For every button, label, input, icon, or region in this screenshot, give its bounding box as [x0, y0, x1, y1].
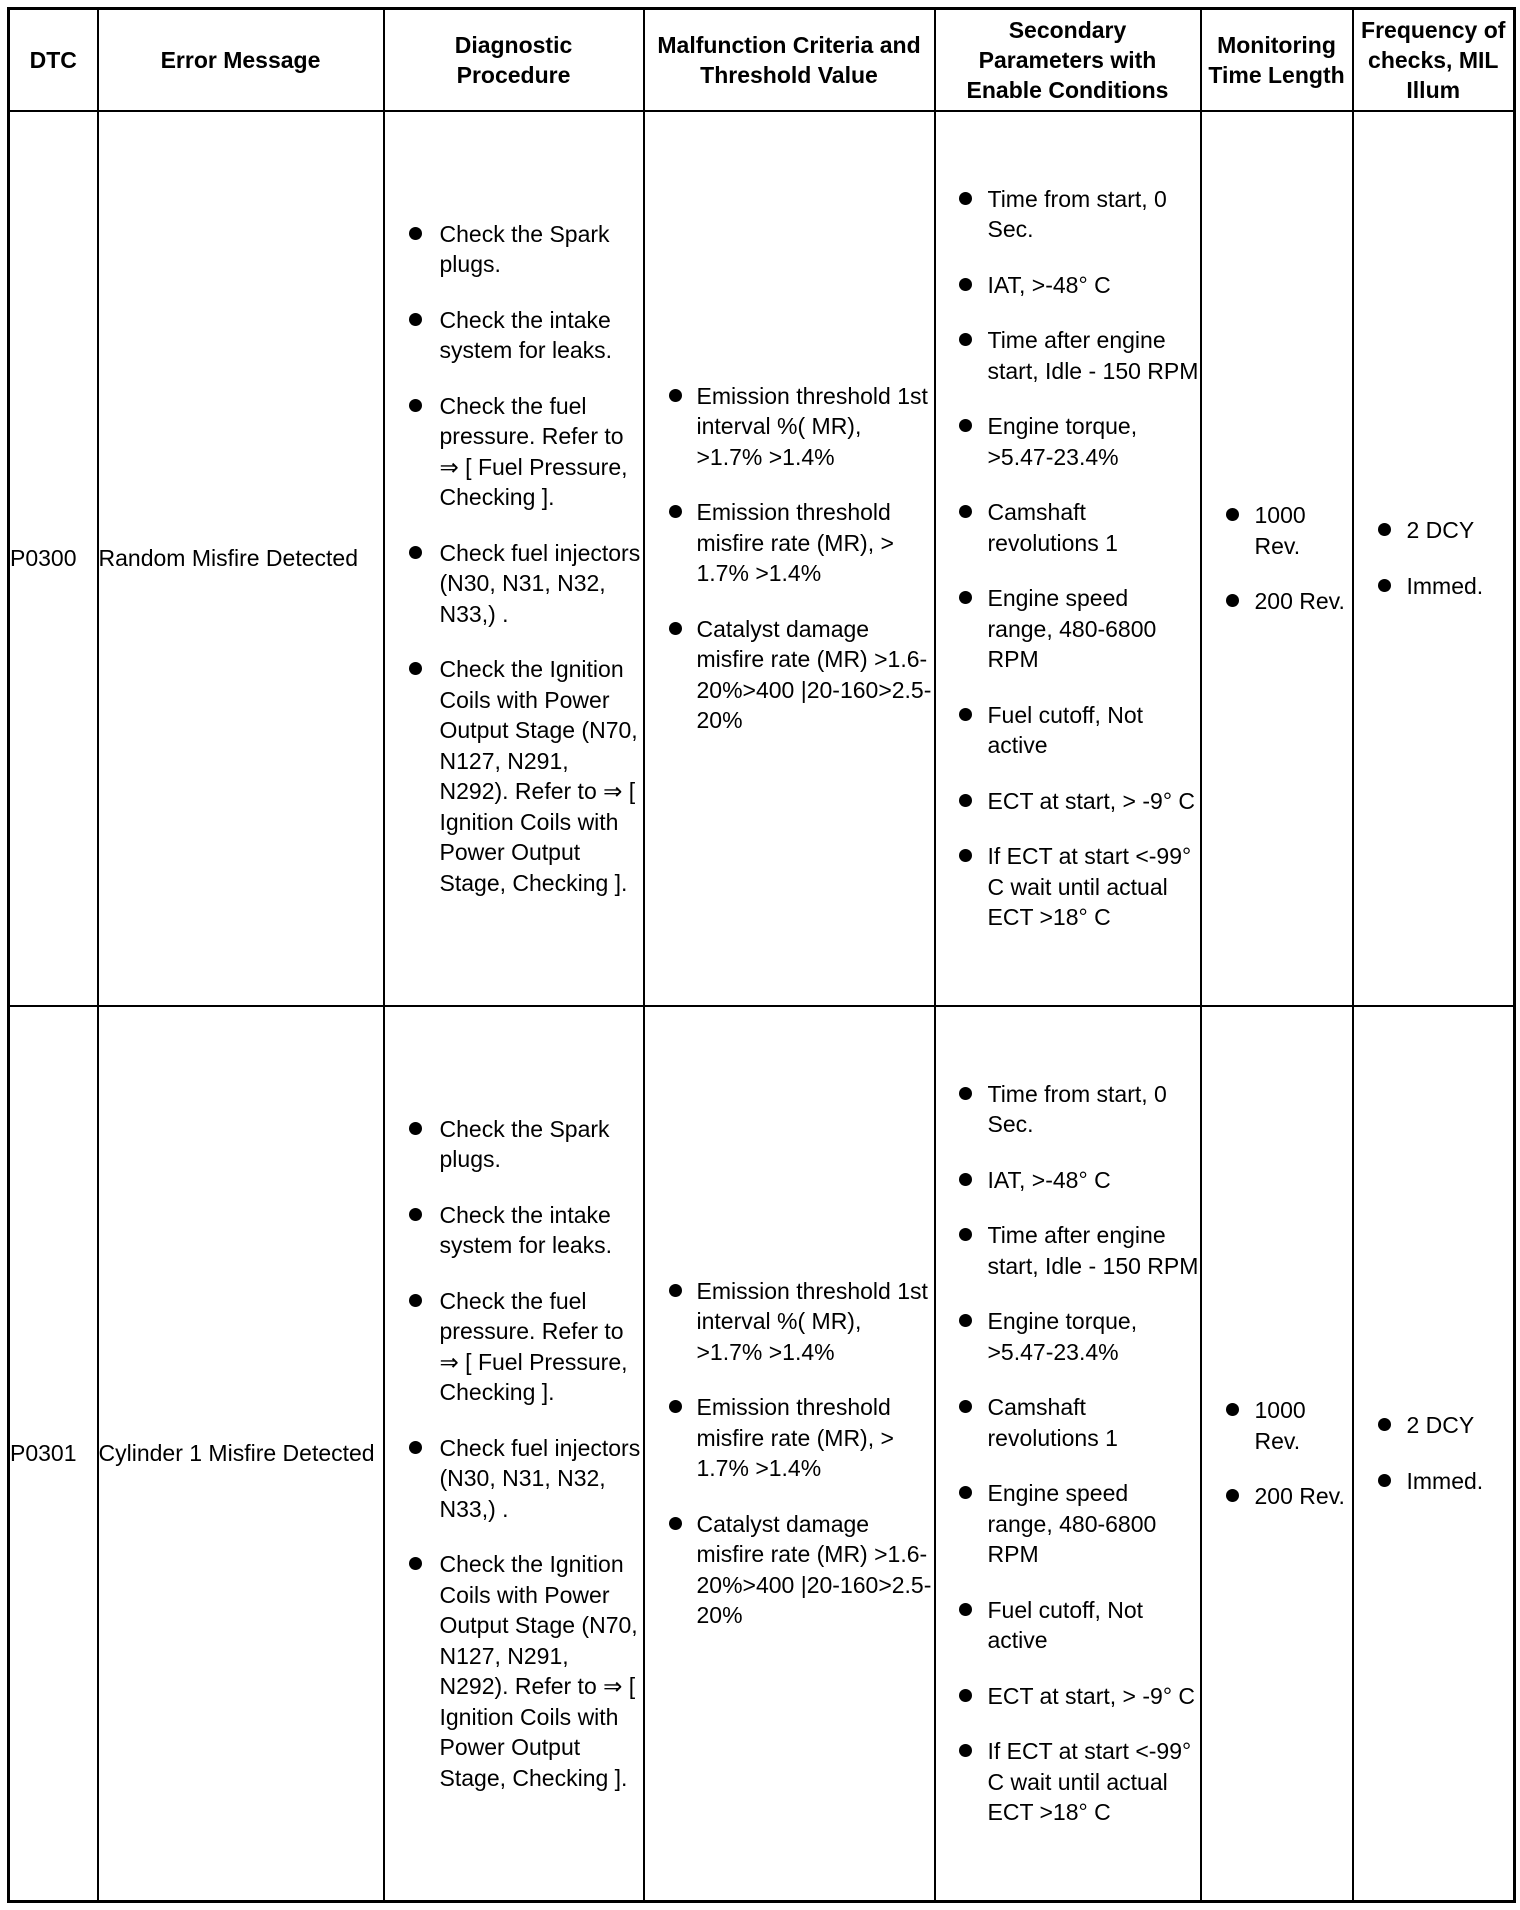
bullet-icon — [959, 333, 972, 346]
malfunction-criteria — [644, 1006, 935, 1902]
list-item-text: Time after engine start, Idle - 150 RPM — [987, 1222, 1199, 1279]
bullet-icon — [959, 1173, 972, 1186]
malfunction-criteria — [644, 111, 935, 1006]
monitoring-list — [1202, 1395, 1352, 1512]
list-item-text: Time from start, 0 Sec. — [987, 185, 1167, 243]
dtc-table — [7, 7, 1516, 1903]
bullet-icon — [1226, 594, 1239, 607]
list-item-text: 1000 Rev. — [1254, 1397, 1306, 1454]
header-error-message: Error Message — [98, 9, 384, 112]
bullet-icon — [959, 505, 972, 518]
header-dtc: DTC — [9, 9, 98, 112]
monitoring-time — [1201, 1006, 1353, 1902]
list-item-text: If ECT at start <-99° C wait until actual ECT >18° C — [987, 1738, 1192, 1826]
bullet-icon — [669, 505, 682, 518]
bullet-icon — [959, 1314, 972, 1327]
list-item-text: Emission threshold misfire rate (MR), > 1.7% >1.4% — [696, 499, 894, 587]
table-body — [9, 111, 1515, 1902]
error-message: Random Misfire Detected — [98, 111, 384, 1006]
monitoring-list — [1202, 500, 1352, 617]
error-message: Cylinder 1 Misfire Detected — [98, 1006, 384, 1902]
list-item — [1354, 1410, 1514, 1441]
bullet-icon — [959, 591, 972, 604]
list-item — [645, 497, 934, 589]
list-item — [936, 1392, 1200, 1453]
bullet-icon — [1378, 579, 1391, 592]
list-item-text: Check the Spark plugs. — [439, 220, 610, 278]
secondary-parameters — [935, 1006, 1201, 1902]
list-item — [936, 184, 1200, 245]
list-item-text: 2 DCY — [1406, 517, 1475, 544]
bullet-icon — [1378, 1418, 1391, 1431]
bullet-icon — [959, 794, 972, 807]
bullet-icon — [669, 1400, 682, 1413]
list-item — [385, 1200, 643, 1261]
bullet-icon — [409, 1122, 422, 1135]
bullet-icon — [959, 1744, 972, 1757]
list-item-text: Check the intake system for leaks. — [439, 306, 613, 364]
list-item — [1354, 571, 1514, 602]
list-item — [936, 1306, 1200, 1367]
procedure-list — [385, 1114, 643, 1794]
header-frequency: Frequency of checks, MIL Illum — [1353, 9, 1515, 112]
list-item — [936, 270, 1200, 301]
list-item-text: Catalyst damage misfire rate (MR) >1.6-20%>400 |20-160>2.5-20% — [696, 1510, 932, 1629]
list-item — [936, 497, 1200, 558]
list-item-text: 200 Rev. — [1254, 588, 1345, 615]
criteria-list — [645, 1276, 934, 1631]
bullet-icon — [959, 708, 972, 721]
list-item-text: Check fuel injectors (N30, N31, N32, N33,) . — [439, 539, 641, 627]
list-item — [936, 583, 1200, 675]
list-item-text: Catalyst damage misfire rate (MR) >1.6-20%>400 |20-160>2.5-20% — [696, 615, 932, 734]
list-item-text: Check the Ignition Coils with Power Output Stage (N70, N127, N291, N292). Refer to ⇒ [ Ignition Coils with Power Output Stage, Checking ]. — [439, 656, 638, 896]
dtc-code: P0300 — [9, 111, 98, 1006]
list-item — [385, 391, 643, 513]
list-item-text: Camshaft revolutions 1 — [987, 1394, 1118, 1451]
frequency — [1353, 111, 1515, 1006]
list-item-text: Check fuel injectors (N30, N31, N32, N33,) . — [439, 1434, 641, 1522]
secondary-list — [936, 184, 1200, 933]
list-item — [936, 1478, 1200, 1570]
header-monitoring-time: Monitoring Time Length — [1201, 9, 1353, 112]
list-item — [645, 614, 934, 736]
bullet-icon — [959, 1603, 972, 1616]
bullet-icon — [959, 1400, 972, 1413]
list-item — [385, 1433, 643, 1525]
monitoring-time — [1201, 111, 1353, 1006]
diagnostic-procedure — [384, 111, 644, 1006]
bullet-icon — [1378, 523, 1391, 536]
bullet-icon — [1226, 1403, 1239, 1416]
list-item-text: Immed. — [1406, 572, 1484, 599]
frequency-list — [1354, 1410, 1514, 1496]
list-item-text: 2 DCY — [1406, 1412, 1475, 1439]
list-item — [936, 700, 1200, 761]
list-item — [645, 1276, 934, 1368]
bullet-icon — [409, 1441, 422, 1454]
list-item — [645, 1509, 934, 1631]
list-item-text: Time from start, 0 Sec. — [987, 1080, 1167, 1138]
list-item-text: Check the intake system for leaks. — [439, 1201, 613, 1259]
list-item-text: Check the fuel pressure. Refer to ⇒ [ Fuel Pressure, Checking ]. — [439, 1287, 628, 1406]
list-item — [1202, 1395, 1352, 1456]
list-item-text: Engine torque, >5.47-23.4% — [987, 1308, 1138, 1365]
list-item — [936, 1736, 1200, 1828]
procedure-list — [385, 219, 643, 899]
list-item — [385, 1114, 643, 1175]
list-item-text: IAT, >-48° C — [987, 271, 1111, 298]
bullet-icon — [409, 313, 422, 326]
list-item — [936, 786, 1200, 817]
header-malfunction-criteria: Malfunction Criteria and Threshold Value — [644, 9, 935, 112]
list-item-text: Emission threshold 1st interval %( MR), >1.7% >1.4% — [696, 1277, 928, 1365]
list-item — [385, 538, 643, 630]
list-item-text: IAT, >-48° C — [987, 1166, 1111, 1193]
bullet-icon — [409, 1294, 422, 1307]
list-item — [936, 411, 1200, 472]
list-item-text: Engine speed range, 480-6800 RPM — [987, 585, 1157, 673]
bullet-icon — [409, 1557, 422, 1570]
secondary-list — [936, 1079, 1200, 1828]
bullet-icon — [409, 1208, 422, 1221]
header-row — [9, 9, 1515, 112]
list-item-text: Emission threshold misfire rate (MR), > 1.7% >1.4% — [696, 1394, 894, 1482]
frequency-list — [1354, 515, 1514, 601]
table-row — [9, 1006, 1515, 1902]
list-item-text: Engine torque, >5.47-23.4% — [987, 413, 1138, 470]
list-item — [1354, 1466, 1514, 1497]
list-item-text: Time after engine start, Idle - 150 RPM — [987, 327, 1199, 384]
bullet-icon — [409, 546, 422, 559]
list-item — [385, 305, 643, 366]
list-item-text: Emission threshold 1st interval %( MR), >1.7% >1.4% — [696, 382, 928, 470]
frequency — [1353, 1006, 1515, 1902]
list-item-text: ECT at start, > -9° C — [987, 1682, 1196, 1709]
bullet-icon — [959, 1486, 972, 1499]
bullet-icon — [669, 1284, 682, 1297]
list-item — [936, 1220, 1200, 1281]
list-item-text: 200 Rev. — [1254, 1483, 1345, 1510]
bullet-icon — [409, 227, 422, 240]
diagnostic-procedure — [384, 1006, 644, 1902]
list-item-text: Check the fuel pressure. Refer to ⇒ [ Fuel Pressure, Checking ]. — [439, 392, 628, 511]
bullet-icon — [959, 1228, 972, 1241]
list-item — [385, 654, 643, 898]
table-row — [9, 111, 1515, 1006]
header-diagnostic-procedure: Diagnostic Procedure — [384, 9, 644, 112]
bullet-icon — [959, 419, 972, 432]
bullet-icon — [669, 622, 682, 635]
list-item — [385, 1549, 643, 1793]
dtc-code: P0301 — [9, 1006, 98, 1902]
list-item-text: ECT at start, > -9° C — [987, 787, 1196, 814]
bullet-icon — [409, 399, 422, 412]
bullet-icon — [959, 278, 972, 291]
criteria-list — [645, 381, 934, 736]
bullet-icon — [669, 1517, 682, 1530]
list-item — [936, 1681, 1200, 1712]
list-item-text: 1000 Rev. — [1254, 502, 1306, 559]
list-item — [1354, 515, 1514, 546]
bullet-icon — [959, 849, 972, 862]
list-item — [1202, 1481, 1352, 1512]
list-item — [936, 1165, 1200, 1196]
list-item — [936, 1595, 1200, 1656]
list-item — [1202, 500, 1352, 561]
list-item-text: Fuel cutoff, Not active — [987, 701, 1144, 759]
bullet-icon — [1226, 1489, 1239, 1502]
list-item — [385, 1286, 643, 1408]
list-item — [936, 841, 1200, 933]
list-item — [645, 1392, 934, 1484]
bullet-icon — [959, 1087, 972, 1100]
list-item-text: Immed. — [1406, 1467, 1484, 1494]
list-item — [936, 325, 1200, 386]
list-item-text: If ECT at start <-99° C wait until actual ECT >18° C — [987, 843, 1192, 931]
bullet-icon — [959, 192, 972, 205]
list-item-text: Check the Ignition Coils with Power Output Stage (N70, N127, N291, N292). Refer to ⇒ [ Ignition Coils with Power Output Stage, Checking ]. — [439, 1551, 638, 1791]
bullet-icon — [1378, 1474, 1391, 1487]
list-item-text: Engine speed range, 480-6800 RPM — [987, 1480, 1157, 1568]
bullet-icon — [959, 1689, 972, 1702]
secondary-parameters — [935, 111, 1201, 1006]
bullet-icon — [1226, 508, 1239, 521]
list-item — [645, 381, 934, 473]
list-item-text: Check the Spark plugs. — [439, 1115, 610, 1173]
bullet-icon — [409, 662, 422, 675]
list-item-text: Camshaft revolutions 1 — [987, 499, 1118, 556]
list-item — [936, 1079, 1200, 1140]
list-item — [1202, 586, 1352, 617]
list-item — [385, 219, 643, 280]
list-item-text: Fuel cutoff, Not active — [987, 1596, 1144, 1654]
header-secondary-parameters: Secondary Parameters with Enable Conditions — [935, 9, 1201, 112]
bullet-icon — [669, 389, 682, 402]
